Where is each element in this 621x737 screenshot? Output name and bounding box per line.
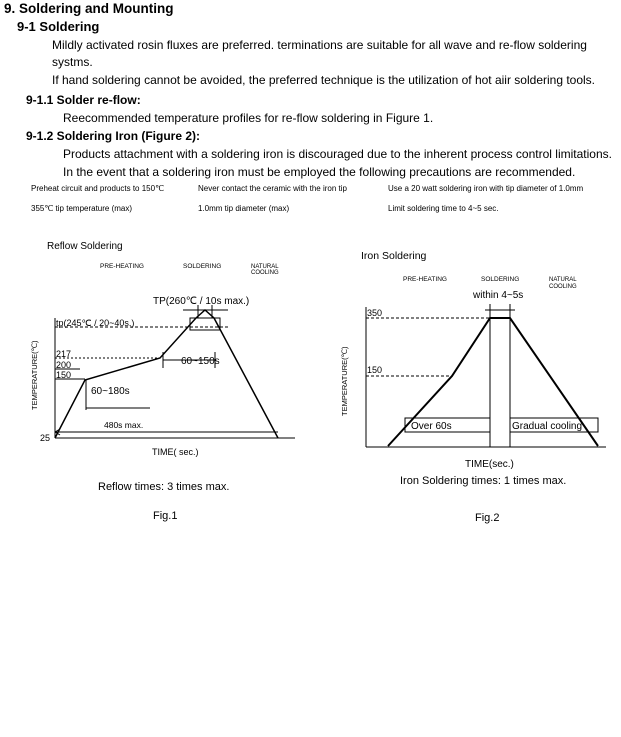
paragraph-flux-line2: systms. bbox=[52, 55, 93, 69]
fig1-phase-soldering: SOLDERING bbox=[183, 263, 222, 270]
paragraph-reflow: Reecommended temperature profiles for re-flow soldering in Figure 1. bbox=[63, 111, 434, 125]
precaution-no-contact: Never contact the ceramic with the iron tip bbox=[198, 184, 347, 193]
fig1-y-label: TEMPERATURE(℃) bbox=[30, 340, 39, 410]
fig2-x-label: TIME(sec.) bbox=[465, 459, 514, 470]
paragraph-iron-line1: Products attachment with a soldering iron is discouraged due to the inherent process control limitations. bbox=[63, 147, 612, 161]
fig1-reflow-times: Reflow times: 3 times max. bbox=[98, 481, 230, 493]
precaution-time-limit: Limit soldering time to 4~5 sec. bbox=[388, 204, 499, 213]
fig2-tick-150: 150 bbox=[367, 365, 383, 375]
fig2-phase-cooling: COOLING bbox=[549, 284, 577, 290]
fig1-tick-25: 25 bbox=[40, 433, 51, 443]
section-title: 9. Soldering and Mounting bbox=[4, 1, 174, 16]
fig2-title: Iron Soldering bbox=[361, 250, 427, 262]
subsection-title-reflow: 9-1.1 Solder re-flow: bbox=[26, 93, 141, 107]
fig1-duration-480: 480s max. bbox=[104, 420, 144, 430]
paragraph-hand-soldering: If hand soldering cannot be avoided, the preferred technique is the utilization of hot aiir soldering tools. bbox=[52, 73, 596, 87]
fig1-x-label: TIME( sec.) bbox=[152, 447, 199, 457]
fig1-duration-60-180: 60~180s bbox=[91, 386, 130, 397]
fig1-caption: Fig.1 bbox=[153, 510, 178, 522]
subsection-title-soldering: 9-1 Soldering bbox=[17, 19, 100, 34]
fig2-iron-times: Iron Soldering times: 1 times max. bbox=[400, 475, 567, 487]
fig1-tp245-label: tp(245℃ / 20~40s.) bbox=[56, 318, 135, 328]
paragraph-iron-line2: In the event that a soldering iron must be employed the following precautions are recommended. bbox=[63, 165, 576, 179]
fig2-over-60s: Over 60s bbox=[411, 421, 452, 432]
fig1-phase-natural: NATURAL bbox=[251, 264, 279, 270]
fig1-phase-preheating: PRE-HEATING bbox=[100, 263, 144, 270]
fig1-tp-label: TP(260℃ / 10s max.) bbox=[153, 296, 250, 307]
fig2-phase-preheating: PRE-HEATING bbox=[403, 276, 447, 283]
fig1-duration-60-150: 60~150s bbox=[181, 356, 220, 367]
fig1-title: Reflow Soldering bbox=[47, 241, 123, 252]
fig1-tick-217: 217 bbox=[56, 349, 72, 359]
fig2-gradual-cooling: Gradual cooling bbox=[512, 421, 583, 432]
fig2-tick-350: 350 bbox=[367, 308, 383, 318]
precaution-tip-diameter: 1.0mm tip diameter (max) bbox=[198, 204, 290, 213]
fig2-y-label: TEMPERATURE(℃) bbox=[340, 346, 349, 416]
precaution-tip-temp: 355℃ tip temperature (max) bbox=[31, 204, 133, 213]
fig1-phase-cooling: COOLING bbox=[251, 270, 279, 276]
fig2-caption: Fig.2 bbox=[475, 512, 500, 524]
precaution-preheat: Preheat circuit and products to 150℃ bbox=[31, 184, 165, 193]
subsection-title-iron: 9-1.2 Soldering Iron (Figure 2): bbox=[26, 129, 201, 143]
paragraph-flux-line1: Mildly activated rosin fluxes are preferred. terminations are suitable for all wave and re-flow soldering bbox=[52, 38, 587, 52]
fig2-within-label: within 4~5s bbox=[473, 290, 524, 301]
precaution-20-watt: Use a 20 watt soldering iron with tip diameter of 1.0mm bbox=[388, 184, 584, 193]
fig2-phase-soldering: SOLDERING bbox=[481, 276, 520, 283]
fig2-phase-natural: NATURAL bbox=[549, 277, 577, 283]
fig1-tick-200: 200 bbox=[56, 360, 72, 370]
fig1-tick-150: 150 bbox=[56, 370, 72, 380]
